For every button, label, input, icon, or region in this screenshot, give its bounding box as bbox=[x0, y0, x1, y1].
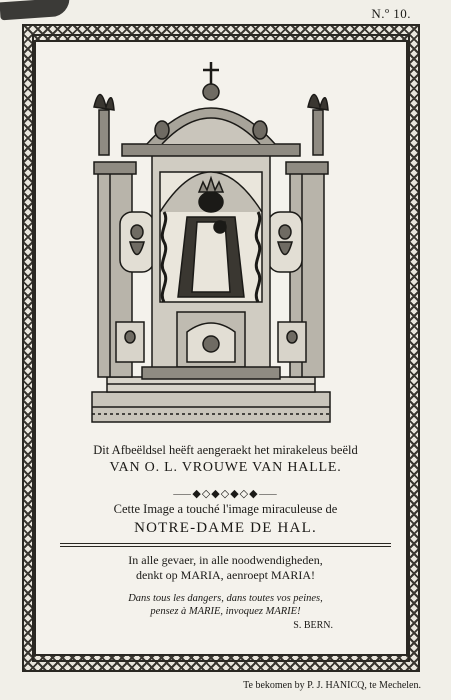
french-prayer-line-2: pensez à MARIE, invoquez MARIE! bbox=[150, 606, 301, 617]
page-number: N.º 10. bbox=[371, 6, 411, 21]
dutch-prayer-line-2: denkt op MARIA, aenroept MARIA! bbox=[136, 568, 315, 582]
ornamental-divider: ⸺◆◇◆◇◆◇◆⸺ bbox=[172, 488, 279, 500]
altar-engraving bbox=[52, 52, 370, 432]
dutch-inscription-line: Dit Afbeëldsel heëft aengeraekt het mirakeleus beëld bbox=[93, 443, 358, 457]
dutch-inscription-title: VAN O. L. VROUWE VAN HALLE. bbox=[109, 460, 342, 475]
publisher-footer: Te bekomen by P. J. HANICQ, te Mechelen. bbox=[243, 680, 421, 691]
ink-blot bbox=[0, 0, 71, 20]
signature-attribution: S. BERN. bbox=[293, 620, 333, 631]
divider-rule-top bbox=[60, 543, 391, 544]
divider-rule-bottom bbox=[60, 546, 391, 547]
dutch-prayer-line-1: In alle gevaer, in alle noodwendigheden, bbox=[128, 553, 323, 567]
french-inscription-line: Cette Image a touché l'image miraculeuse de bbox=[113, 502, 338, 516]
altar-illustration bbox=[52, 52, 370, 432]
french-prayer-line-1: Dans tous les dangers, dans toutes vos peines, bbox=[128, 593, 323, 604]
french-inscription-title: NOTRE-DAME DE HAL. bbox=[134, 520, 317, 536]
